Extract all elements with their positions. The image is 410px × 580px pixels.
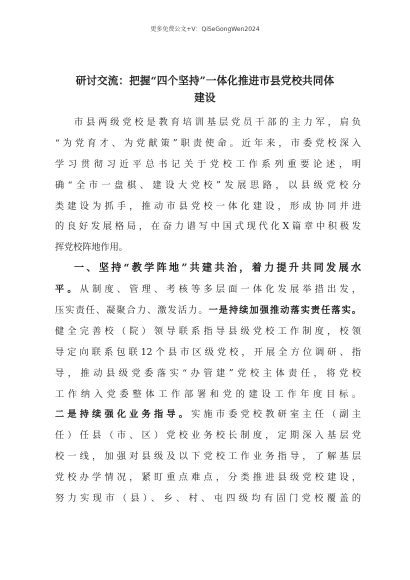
document-title [55, 73, 355, 107]
title-line-1: 研讨交流：把握“四个坚持”一体化推进市县党校共同体 [75, 75, 335, 87]
paragraph-line: 任）任县（市、区）党校业务校长制度，定期深入基层党 [55, 431, 361, 442]
paragraph-text: 压实责任、凝聚合力、激发活力。 [55, 306, 209, 317]
paragraph-line: 健全完善校（院）领导联系指导县级党校工作制度，校领 [55, 326, 361, 337]
subheading-2: 二是持续强化业务指导。 [55, 409, 192, 421]
paragraph-line [55, 301, 361, 322]
header-note: 更多免费公文+V：QiSeGongWen2024 [150, 26, 260, 33]
paragraph-line: 导定向联系包联12个县市区级党校，开展全方位调研、指 [55, 347, 361, 358]
paragraph-line: 类建设为抓手，推动市县党校一体化建设，形成协同并进 [55, 201, 361, 212]
paragraph-line: “为党育才、为党献策”职责使命。近年来，市委党校深入 [55, 138, 361, 149]
subheading-1: 一是持续加强推动落实责任落实。 [208, 305, 361, 317]
paragraph-line: 校一线，加强对县级及以下党校工作业务指导，了解基层 [55, 452, 361, 463]
paragraph-line: 确“全市一盘棋、建设大党校”发展思路，以县级党校分 [55, 180, 361, 191]
document-body [55, 113, 361, 510]
paragraph-line: 市县两级党校是教育培训基层党员干部的主力军，肩负 [74, 118, 361, 128]
paragraph-line [55, 405, 361, 426]
paragraph-line: 工作纳入党委整体工作部署和党的建设工作年度目标。 [55, 389, 361, 400]
title-line-2: 建设 [194, 92, 216, 104]
section-heading-end: 平。 [55, 284, 80, 296]
section-heading: 一、坚持“教学阵地”共建共治，着力提升共同发展水 [74, 263, 361, 275]
paragraph-text: 从制度、管理、考核等多层面一体化发展举措出发， [79, 285, 361, 296]
paragraph-line [55, 280, 361, 301]
paragraph-line: 挥党校阵地作用。 [55, 243, 128, 254]
paragraph-line: 党校办学情况，紧盯重点难点，分类推进县级党校建设， [55, 473, 361, 484]
paragraph-text: 实施市委党校教研室主任（副主 [191, 410, 361, 421]
paragraph-line: 努力实现市（县）、乡、村、屯四级均有固门党校覆盖的 [55, 494, 361, 505]
paragraph-line: 的良好发展格局，在奋力谱写中国式现代化X篇章中积极发 [55, 222, 361, 233]
paragraph-line: 导，推动县级党委落实“办管建”党校主体责任，将党校 [55, 368, 361, 379]
paragraph-line: 学习贯彻习近平总书记关于党校工作系列重要论述，明 [55, 159, 361, 170]
